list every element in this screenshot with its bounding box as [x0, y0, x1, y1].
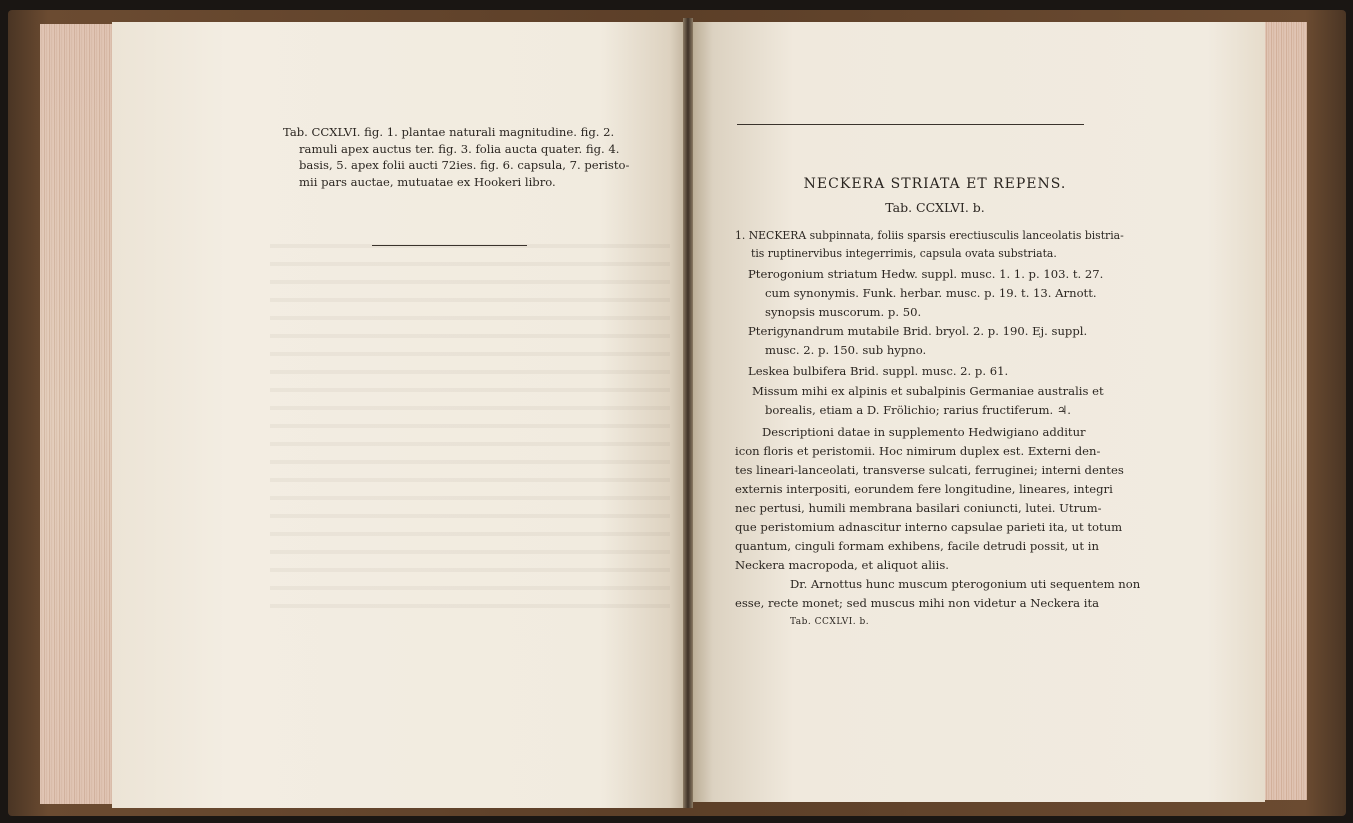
left-page-edges-tint: [40, 24, 115, 804]
show-through-text: [270, 230, 670, 610]
synonym-line: synopsis muscorum. p. 50.: [765, 305, 922, 319]
synonym-line: Pterogonium striatum Hedw. suppl. musc. 1. 1. p. 103. t. 27.: [748, 267, 1104, 281]
caption-line: basis, 5. apex folii aucti 72ies. fig. 6. capsula, 7. peristo-: [299, 158, 630, 172]
section-title: NECKERA STRIATA ET REPENS.: [803, 176, 1067, 192]
caption-line: ramuli apex auctus ter. fig. 3. folia aucta quater. fig. 4.: [299, 141, 620, 156]
species-diagnosis: tis ruptinervibus integerrimis, capsula ovata substriata.: [751, 247, 1057, 260]
synonym-line: Pterigynandrum mutabile Brid. bryol. 2. p. 190. Ej. suppl.: [748, 324, 1088, 338]
synonym-line: musc. 2. p. 150. sub hypno.: [765, 343, 927, 357]
description-line: Neckera macropoda, et aliquot aliis.: [735, 558, 949, 572]
locality-line: borealis, etiam a D. Frölichio; rarius fructiferum. ♃.: [765, 403, 1071, 417]
description-line: nec pertusi, humili membrana basilari coniuncti, lutei. Utrum-: [735, 501, 1102, 515]
top-divider-rule: [737, 124, 1084, 125]
description-line: quantum, cinguli formam exhibens, facile detrudi possit, ut in: [735, 539, 1099, 553]
description-line: Dr. Arnottus hunc muscum pterogonium uti sequentem non: [790, 577, 1141, 591]
caption-line: mii pars auctae, mutuatae ex Hookeri libro.: [299, 174, 556, 189]
description-line: que peristomium adnascitur interno capsulae parieti ita, ut totum: [735, 520, 1123, 534]
description-line: icon floris et peristomii. Hoc nimirum duplex est. Externi den-: [735, 444, 1101, 458]
catchword-footer: Tab. CCXLVI. b.: [790, 617, 870, 627]
description-line: externis interpositi, eorundem fere longitudine, lineares, integri: [735, 482, 1113, 496]
synonym-line: Leskea bulbifera Brid. suppl. musc. 2. p. 61.: [748, 364, 1009, 378]
plate-caption: [283, 124, 658, 190]
caption-line: Tab. CCXLVI. fig. 1. plantae naturali magnitudine. fig. 2.: [283, 125, 615, 139]
description-line: esse, recte monet; sed muscus mihi non videtur a Neckera ita: [735, 596, 1100, 610]
description-line: tes lineari-lanceolati, transverse sulcati, ferruginei; interni dentes: [735, 463, 1124, 477]
description-line: Descriptioni datae in supplemento Hedwigiano additur: [762, 425, 1086, 439]
book-gutter: [683, 18, 693, 808]
synonym-line: cum synonymis. Funk. herbar. musc. p. 19. t. 13. Arnott.: [765, 286, 1097, 300]
left-divider-rule: [372, 245, 527, 246]
species-diagnosis: 1. NECKERA subpinnata, foliis sparsis erectiusculis lanceolatis bistria-: [735, 229, 1124, 242]
right-page-edges-tint: [1262, 22, 1307, 800]
locality-line: Missum mihi ex alpinis et subalpinis Germaniae australis et: [752, 384, 1104, 398]
plate-reference: Tab. CCXLVI. b.: [885, 200, 985, 215]
